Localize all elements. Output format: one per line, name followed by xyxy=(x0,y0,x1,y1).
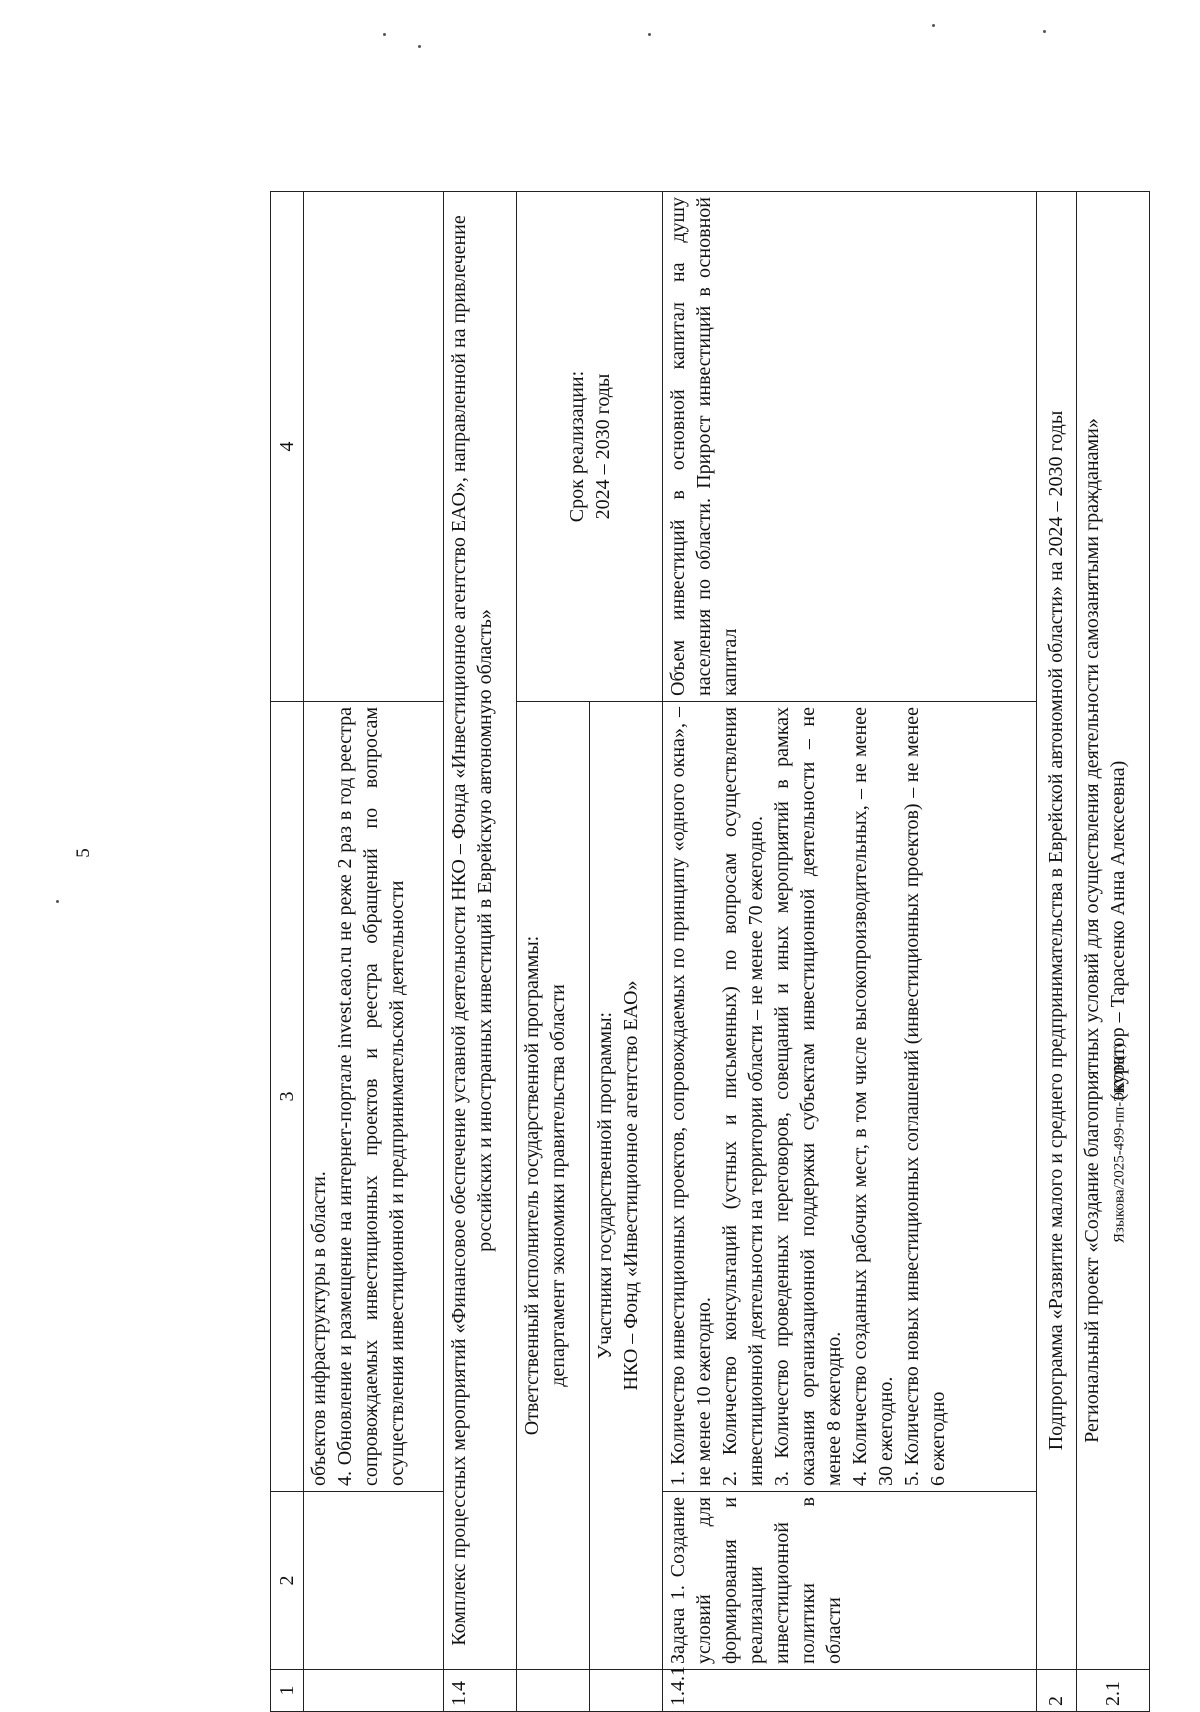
row-1-4-title: Комплекс процессных мероприятий «Финансовое обеспечение уставной деятельности НКО – Фонда «Инвестиционное агентство ЕАО», направленной на привлечение российских и иностранных инвестиций в Еврейскую автономную область» xyxy=(443,192,516,1670)
scan-speck xyxy=(418,45,421,48)
row-2-1-curator: (куратор – Тарасенко Анна Алексеевна) xyxy=(1106,760,1129,1101)
executor-label: Ответственный исполнитель государственной программы: xyxy=(521,935,544,1436)
continuation-row xyxy=(304,192,444,1712)
header-col-4: 4 xyxy=(271,192,304,702)
row-2-1-title: Региональный проект «Создание благоприятных условий для осуществления деятельности самозанятыми гражданами» xyxy=(1080,418,1103,1443)
scan-speck xyxy=(56,900,59,903)
scan-speck xyxy=(648,33,651,36)
term-cell xyxy=(517,192,663,702)
result-item-3: 3. Количество проведенных переговоров, совещаний и иных мероприятий в рамках оказания организационной поддержки субъектам инвестиционной деятельности – не менее 8 ежегодно. xyxy=(771,707,846,1486)
executor-row xyxy=(517,192,590,1712)
rotated-table-container xyxy=(270,192,1150,1712)
scan-speck xyxy=(932,24,935,27)
continuation-indicators xyxy=(304,192,444,702)
row-1-4-1-task: Задача 1. Создание условий для формирования и реализации инвестиционной политики в области xyxy=(663,1492,1037,1670)
row-2-1 xyxy=(1076,192,1149,1712)
participants-cell xyxy=(590,702,663,1670)
participants-value: НКО – Фонд «Инвестиционное агентство ЕАО» xyxy=(620,980,643,1391)
row-1-4-1-results xyxy=(663,702,1037,1492)
row-1-4-num: 1.4 xyxy=(443,1670,516,1712)
result-item-5: 5. Количество новых инвестиционных соглашений (инвестиционных проектов) – не менее 6 ежегодно xyxy=(901,707,950,1486)
row-2-title: Подпрограмма «Развитие малого и среднего предпринимательства в Еврейской автономной области» на 2024 – 2030 годы xyxy=(1037,192,1077,1670)
row-2-num: 2 xyxy=(1037,1670,1077,1712)
row-2-1-cell xyxy=(1076,192,1149,1670)
continuation-results xyxy=(304,702,444,1492)
header-col-3: 3 xyxy=(271,702,304,1492)
executor-value: департамент экономики правительства области xyxy=(547,984,570,1387)
participants-label: Участники государственной программы: xyxy=(594,1011,617,1360)
continuation-item4: 4. Обновление и размещение на интернет-портале invest.eao.ru не реже 2 раз в год реестра сопровождаемых инвестиционных проектов и реестра обращений по вопросам осуществления инвестиционной и предпринимательской деятельности xyxy=(334,707,408,1486)
row-2-1-num: 2.1 xyxy=(1076,1670,1149,1712)
header-col-2: 2 xyxy=(271,1492,304,1670)
executor-num xyxy=(517,1670,590,1712)
row-1-4-1-num: 1.4.1 xyxy=(663,1670,1037,1712)
scan-speck xyxy=(1043,30,1046,33)
continuation-task xyxy=(304,1492,444,1670)
row-2 xyxy=(1037,192,1077,1712)
row-1-4 xyxy=(443,192,516,1712)
row-1-4-1-indicators: Объем инвестиций в основной капитал на душу населения по области. Прирост инвестиций в основной капитал xyxy=(663,192,1037,702)
term-label: Срок реализации: xyxy=(565,370,588,523)
result-item-1: 1. Количество инвестиционных проектов, сопровождаемых по принципу «одного окна», – не менее 10 ежегодно. xyxy=(667,707,716,1486)
executor-cell xyxy=(517,702,590,1670)
continuation-line1: объектов инфраструктуры в области. xyxy=(308,1171,330,1486)
scan-speck xyxy=(383,33,386,36)
continuation-num xyxy=(304,1670,444,1712)
term-value: 2024 – 2030 годы xyxy=(591,373,614,520)
header-col-1: 1 xyxy=(271,1670,304,1712)
table-header-row xyxy=(271,192,304,1712)
program-table xyxy=(270,191,1150,1712)
participants-num xyxy=(590,1670,663,1712)
result-item-4: 4. Количество созданных рабочих мест, в том числе высокопроизводительных, – не менее 30 ежегодно. xyxy=(849,707,898,1486)
page-number: 5 xyxy=(73,848,94,858)
footer-document-code: Языкова/2025-499-пп-ЭКОН(1) xyxy=(1111,1043,1128,1243)
row-1-4-1 xyxy=(663,192,1037,1712)
result-item-2: 2. Количество консультаций (устных и письменных) по вопросам осуществления инвестиционной деятельности на территории области – не менее 70 ежегодно. xyxy=(719,707,768,1486)
